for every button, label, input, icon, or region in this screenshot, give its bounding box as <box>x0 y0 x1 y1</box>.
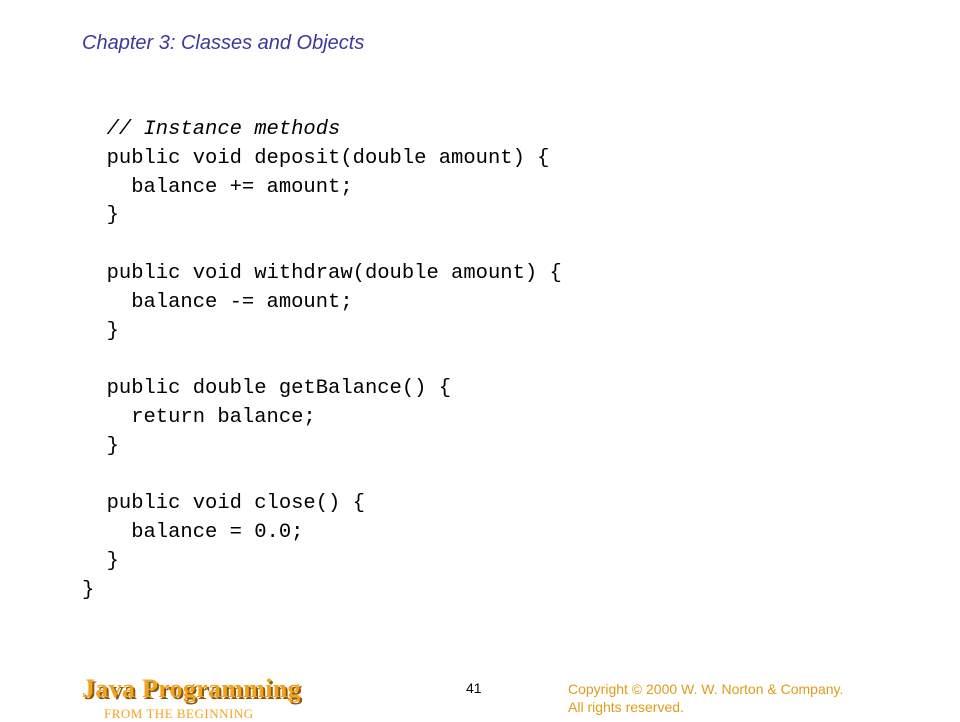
copyright-line: All rights reserved. <box>568 699 684 715</box>
code-line: public double getBalance() { <box>82 377 452 401</box>
copyright-line: Copyright © 2000 W. W. Norton & Company. <box>568 681 844 697</box>
code-line <box>82 231 562 260</box>
code-line: } <box>82 434 119 458</box>
logo-title: Java Programming <box>82 674 301 703</box>
logo-subtitle: FROM THE BEGINNING <box>104 706 254 721</box>
book-logo <box>82 674 322 722</box>
code-line: public void close() { <box>82 492 365 516</box>
code-line: } <box>82 319 119 343</box>
code-line: public void deposit(double amount) { <box>82 146 550 170</box>
code-line: return balance; <box>82 405 316 429</box>
code-line: balance += amount; <box>82 175 353 199</box>
copyright-notice <box>568 680 843 716</box>
page-number: 41 <box>466 680 482 696</box>
code-line: } <box>82 578 95 602</box>
code-line: balance -= amount; <box>82 290 353 314</box>
code-line: } <box>82 549 119 573</box>
code-line: } <box>82 204 119 228</box>
code-line: // Instance methods <box>82 118 341 141</box>
chapter-title: Chapter 3: Classes and Objects <box>82 32 365 54</box>
code-line <box>82 462 562 491</box>
code-line: balance = 0.0; <box>82 521 304 545</box>
code-line <box>82 346 562 375</box>
code-line: public void withdraw(double amount) { <box>82 261 562 285</box>
code-block <box>82 116 562 606</box>
